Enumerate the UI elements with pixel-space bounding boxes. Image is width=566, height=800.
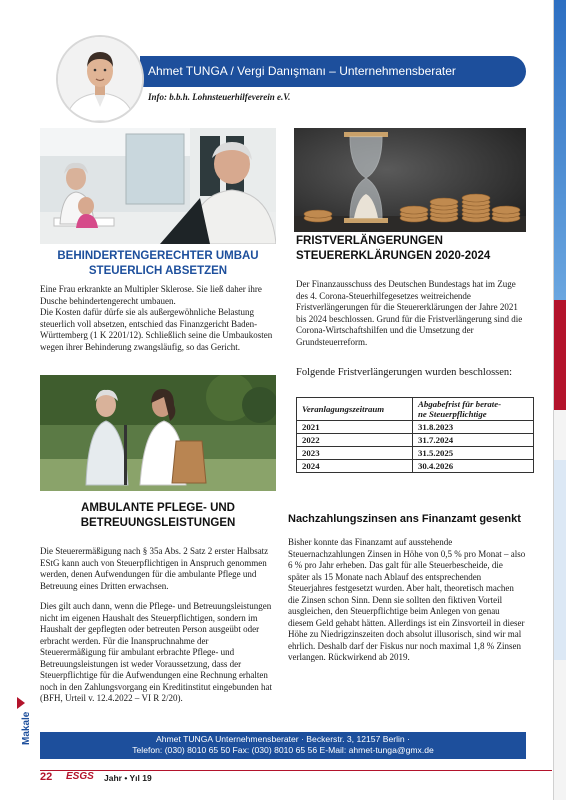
article-fristen-title-line1: FRISTVERLÄNGERUNGEN bbox=[296, 235, 443, 247]
section-tab-makale bbox=[14, 695, 34, 745]
article-umbau-p2: Die Kosten dafür dürfe sie als außergewöhnliche Belastung steuerlich voll absetzen, entschied das Finanzgericht Baden-Württemberg (1 K 2201/12). Schließlich seine die Umbaukosten wegen ihrer Behinderung zwangsläufig, so das Gericht. bbox=[40, 307, 273, 352]
article-fristen-lead: Folgende Fristverlängerungen wurden beschlossen: bbox=[296, 367, 513, 378]
article-pflege-p2: Dies gilt auch dann, wenn die Pflege- und Betreuungsleistungen nicht im eigenen Haushalt des Steuerpflichtigen, sondern im Haushalt der gepflegten oder betreuten Person ausgeübt oder erbracht werden. Für die Inanspruchnahme der Steuerermäßigung für ambulant erbrachte Pflege- und Betreuungsleistungen ist weder Voraussetzung, dass der Steuerpflichtige für die Aufwendungen eine Rechnung erhalten noch in den Zahlungsvorgang ein Kreditinstitut eingebunden hat (BFH, Urteil v. 12.4.2022 – VI R 2/20). bbox=[40, 601, 273, 703]
adjacent-page-edge bbox=[553, 0, 566, 800]
article-fristen-title bbox=[296, 234, 526, 264]
deadlines-table-wrap bbox=[296, 397, 534, 473]
article-pflege-title-line2: BETREUUNGSLEISTUNGEN bbox=[80, 517, 236, 529]
header-title: Ahmet TUNGA / Vergi Danışmanı – Unternehmensberater bbox=[148, 64, 456, 78]
magazine-logo: ESGS bbox=[66, 771, 94, 782]
row-date: 30.4.2026 bbox=[413, 460, 534, 473]
article-pflege-p1: Die Steuerermäßigung nach § 35a Abs. 2 Satz 2 erster Halbsatz EStG kann auch von Steuerpflichtigen in Anspruch genommen werden, denen Aufwendungen für die ambulante Pflege und Betreuung eines Dritten erwachsen. bbox=[40, 546, 269, 591]
footer-phone-email: Telefon: (030) 8010 65 50 Fax: (030) 8010 65 56 E-Mail: ahmet-tunga@gmx.de bbox=[132, 745, 434, 755]
deadlines-table bbox=[296, 397, 534, 473]
table-row bbox=[297, 434, 534, 447]
author-portrait bbox=[56, 35, 144, 123]
article-fristen-p1: Der Finanzausschuss des Deutschen Bundestags hat im Zuge des 4. Corona-Steuerhilfegesetzes weitreichende Fristverlängerungen für die Steuererklärungen der Jahre 2021 bis 2024 beschlossen. Grund für die Fristverlängerung sind die Corona-Wirtschaftshilfen und die Umsetzung der Grundsteuerreform. bbox=[296, 279, 523, 347]
page-number: 22 bbox=[40, 771, 53, 783]
row-date: 31.7.2024 bbox=[413, 434, 534, 447]
article-zinsen-p1: Bisher konnte das Finanzamt auf ausstehende Steuernachzahlungen Zinsen in Höhe von 0,5 % pro Monat – also 6 % pro Jahr erheben. Das galt für alle Steuerbescheide, die später als 15 Monate nach Ablauf des entsprechenden Steuerjahres festgesetzt wurden. Aber halt, theoretisch machen die Zinsen schon Sinn. Denn sie sollten den fiktiven Vorteil ausgleichen, den Steuerpflichtige beim Anlegen von genau diesem Geld gehabt hätten. Allerdings ist ein Zinsvorteil in dieser Höhe zu Niedrigzinszeiten doch absolut illusorisch, sind wir mal ehrlich. Deshalb darf der Fiskus nur noch maximal 1,8 % Zinsen verlangen. Rückwirkend ab 2019. bbox=[288, 537, 526, 662]
row-date: 31.8.2023 bbox=[413, 421, 534, 434]
issue-label: Jahr • Yıl 19 bbox=[104, 773, 152, 783]
deadlines-col-deadline-line2: ne Steuerpflichtige bbox=[418, 409, 487, 419]
article-pflege-body bbox=[40, 546, 276, 705]
article-pflege-title bbox=[40, 501, 276, 531]
section-tab-label: Makale bbox=[21, 711, 32, 745]
article-fristen-title-line2: STEUERERKLÄRUNGEN 2020-2024 bbox=[296, 250, 491, 262]
photo-carer-elderly bbox=[40, 375, 276, 491]
article-pflege-title-line1: AMBULANTE PFLEGE- UND bbox=[81, 502, 235, 514]
photo-bathroom-couple bbox=[40, 128, 276, 244]
footer-address: Ahmet TUNGA Unternehmensberater · Beckerstr. 3, 12157 Berlin · bbox=[156, 734, 410, 744]
deadlines-col-deadline bbox=[413, 398, 534, 421]
article-umbau-title-line2: STEUERLICH ABSETZEN bbox=[88, 265, 228, 277]
article-umbau-p1: Eine Frau erkrankte an Multipler Sklerose. Sie ließ daher ihre Dusche behindertengerecht umbauen. bbox=[40, 284, 262, 306]
article-umbau-title-line1: BEHINDERTENGERECHTER UMBAU bbox=[57, 250, 259, 262]
article-zinsen-body bbox=[288, 537, 526, 664]
header-info: Info: b.b.h. Lohnsteuerhilfeverein e.V. bbox=[148, 92, 291, 102]
bottom-rule bbox=[40, 770, 552, 771]
article-zinsen-title: Nachzahlungszinsen ans Finanzamt gesenkt bbox=[288, 513, 521, 525]
deadlines-col-period: Veranlagungszeitraum bbox=[297, 398, 413, 421]
row-year: 2022 bbox=[297, 434, 413, 447]
table-row bbox=[297, 460, 534, 473]
deadlines-col-deadline-line1: Abgabefrist für berate- bbox=[418, 399, 502, 409]
table-row bbox=[297, 447, 534, 460]
article-fristen-body bbox=[296, 279, 526, 348]
row-date: 31.5.2025 bbox=[413, 447, 534, 460]
row-year: 2021 bbox=[297, 421, 413, 434]
photo-hourglass-coins bbox=[294, 128, 526, 232]
article-umbau-title bbox=[40, 249, 276, 279]
row-year: 2023 bbox=[297, 447, 413, 460]
row-year: 2024 bbox=[297, 460, 413, 473]
table-row bbox=[297, 421, 534, 434]
article-umbau-body bbox=[40, 284, 276, 353]
deadlines-table-header bbox=[297, 398, 534, 421]
